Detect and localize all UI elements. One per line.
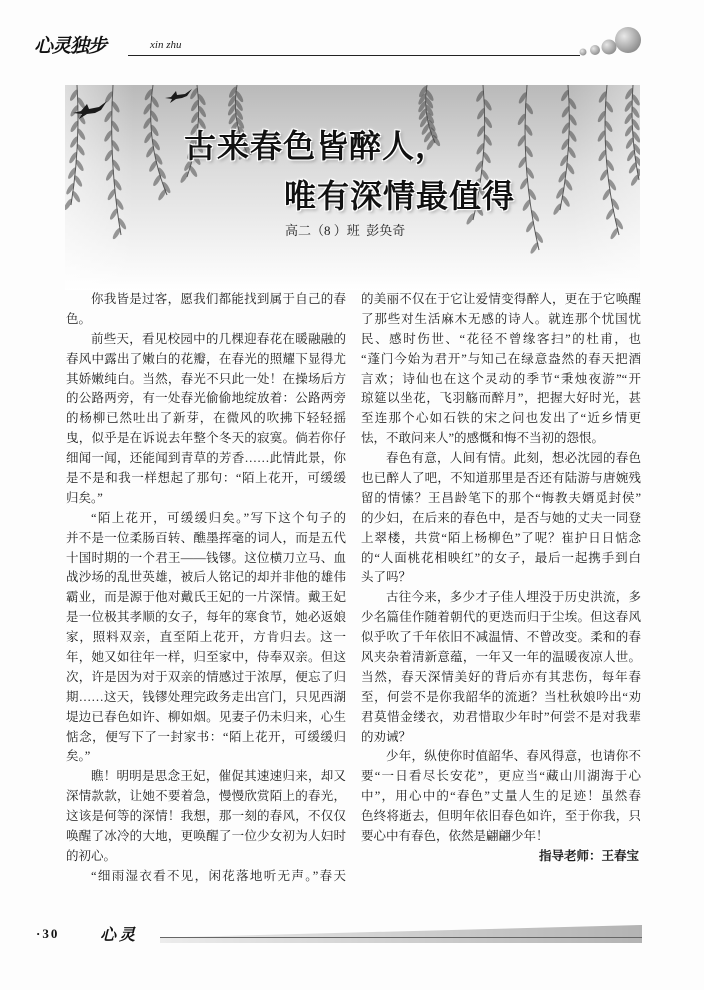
- page-number: ·30: [36, 926, 60, 941]
- paragraph: [66, 330, 346, 509]
- text-line: 的杨柳已然吐出了新芽，在微风的吹拂下轻轻摇: [66, 411, 346, 426]
- text-line: 要心中有春色，依然是翩翩少年！: [361, 829, 549, 844]
- text-line: 怯，不敢问来人”的感慨和悔不当初的怨恨。: [361, 431, 605, 446]
- text-line: 深情款款，让她不要着急，慢慢欣赏陌上的春光，: [66, 789, 346, 804]
- article-title-line-2: 唯有深情最值得: [284, 178, 516, 214]
- decorative-circles-icon: [572, 24, 642, 64]
- text-line: 瞧！明明是思念王妃，催促其速速归来，却又: [91, 769, 346, 784]
- text-line: 家，照料双亲，直至陌上花开，方肯归去。这一: [66, 630, 346, 645]
- text-line: 似乎吹了千年依旧不减温情、不曾改变。柔和的春: [361, 630, 641, 645]
- paragraph: [66, 867, 346, 887]
- text-line: 的“人面桃花相映红”的女子，最后一起携手到白: [361, 550, 641, 565]
- paragraph: [66, 290, 346, 330]
- text-line: 十国时期的一个君王——钱镠。这位横刀立马、血: [66, 550, 346, 565]
- text-line: 霸业，而是源于他对戴氏王妃的一片深情。戴王妃: [66, 590, 346, 605]
- header-rule: [128, 55, 580, 56]
- title-banner: [65, 85, 640, 290]
- text-line: 矣。”: [66, 749, 91, 764]
- text-line: 春风中露出了嫩白的花瓣，在春光的照耀下显得尤: [66, 351, 346, 366]
- text-line: 惦念，便写下了一封家书：“陌上花开，可缓缓归: [66, 729, 346, 744]
- text-line: 的劝诫？: [361, 729, 412, 744]
- text-line: 你我皆是过客，愿我们都能找到属于自己的春: [91, 292, 346, 306]
- text-line: 曳，似乎是在诉说去年整个冬天的寂寞。倘若你仔: [66, 431, 346, 446]
- text-line: 色终将逝去，但明年依旧春色如许，至于你我，只: [361, 809, 641, 824]
- text-line: 古往今来，多少才子佳人埋没于历史洪流，多: [386, 590, 641, 605]
- text-line: “陌上花开，可缓缓归矣。”写下这个句子的: [91, 510, 346, 525]
- text-line: “蓬门今始为君开”与知己在绿意盎然的春天把酒: [361, 351, 641, 366]
- text-line: 言欢；诗仙也在这个灵动的季节“秉烛夜游”“开: [361, 371, 641, 386]
- text-line: 留的情愫？王昌龄笔下的那个“悔教夫婿觅封侯”: [361, 490, 641, 505]
- paragraph: [361, 290, 641, 449]
- text-line: 要“一日看尽长安花”，更应当“藏山川湖海于心: [361, 769, 641, 784]
- paragraph: [66, 767, 346, 866]
- text-line: 归矣。”: [66, 490, 103, 505]
- text-line: 头了吗？: [361, 570, 412, 585]
- text-line: 的美丽不仅在于它让爱情变得醉人，更在于它唤醒: [361, 292, 641, 306]
- text-line: 的少妇，在后来的春色中，是否与她的丈夫一同登: [361, 510, 641, 525]
- paragraph: [361, 747, 641, 846]
- text-line: 少名篇佳作随着朝代的更迭而归于尘埃。但这春风: [361, 610, 641, 625]
- text-line: 的初心。: [66, 848, 117, 863]
- byline: 高二（8 ）班 彭奂奇: [285, 223, 406, 238]
- text-line: 的公路两旁，有一处春光偷偷地绽放着：公路两旁: [66, 391, 346, 406]
- swallow-birds-icon: [65, 85, 205, 125]
- article-title-line-1: 古来春色皆醉人，: [184, 128, 449, 164]
- footer-rule: [160, 937, 642, 938]
- text-line: 次，许是因为对于双亲的情感过于浓厚，便忘了归: [66, 669, 346, 684]
- left-column: [66, 290, 346, 887]
- text-line: 春色有意，人间有情。此刻，想必沈园的春色: [386, 451, 641, 466]
- text-line: 至，何尝不是你我韶华的流逝？当杜秋娘吟出“劝: [361, 689, 641, 704]
- swallow-icon: [165, 89, 192, 103]
- text-line: 期……这天，钱镠处理完政务走出宫门，只见西湖: [66, 689, 346, 704]
- text-line: 当然，春天深情美好的背后亦有其悲伤，每年春: [361, 669, 641, 684]
- text-line: 中”，用心中的“春色”丈量人生的足迹！虽然春: [361, 789, 641, 804]
- text-line: 至连那个心如石铁的宋之问也发出了“近乡情更: [361, 411, 641, 426]
- paragraph: [66, 509, 346, 768]
- swallow-icon: [73, 101, 107, 119]
- text-line: 并不是一位柔肠百转、醮墨挥毫的词人，而是五代: [66, 530, 346, 545]
- circle-dot: [590, 45, 600, 55]
- circle-dot: [602, 40, 617, 55]
- text-line: 年，她又如往年一样，归至家中，侍奉双亲。但这: [66, 650, 346, 665]
- text-line: 琼筵以坐花，飞羽觞而醉月”，把握大好时光，甚: [361, 391, 641, 406]
- text-line: 上翠楼，共赏“陌上杨柳色”了呢？崔护日日惦念: [361, 530, 641, 545]
- footer-band: [160, 925, 642, 943]
- paragraph: [361, 449, 641, 588]
- text-line: 少年，纵使你时值韶华、春风得意，也请你不: [386, 749, 641, 764]
- section-title: 心灵独步: [34, 36, 107, 57]
- text-line: 这该是何等的深情！我想，那一刻的春风，不仅仅: [66, 809, 346, 824]
- text-line: 细闻一闻，还能闻到青草的芳香……此情此景，你: [66, 451, 346, 466]
- text-line: 君莫惜金缕衣，劝君惜取少年时”何尝不是对我辈: [361, 709, 641, 724]
- paragraph: [361, 588, 641, 747]
- text-line: 也已醉人了吧，不知道那里是否还有陆游与唐婉残: [361, 471, 641, 486]
- text-line: “细雨湿衣看不见，闲花落地听无声。”春天: [91, 868, 346, 883]
- advisor-credit: 指导老师：王春宝: [538, 848, 639, 863]
- text-line: 色。: [66, 311, 92, 326]
- text-line: 民、感时伤世、“花径不曾缘客扫”的杜甫，也: [361, 331, 641, 346]
- circle-dot: [615, 27, 641, 53]
- text-line: 战沙场的乱世英雄，被后人铭记的却并非他的雄伟: [66, 570, 346, 585]
- text-line: 了那些对生活麻木无感的诗人。就连那个忧国忧: [361, 311, 641, 326]
- right-column-paragraphs: [361, 290, 641, 847]
- text-line: 是一位极其孝顺的女子，每年的寒食节，她必返娘: [66, 610, 346, 625]
- text-line: 唤醒了冰冷的大地，更唤醒了一位少女初为人妇时: [66, 829, 346, 844]
- text-line: 是不是和我一样想起了那句：“陌上花开，可缓缓: [66, 471, 346, 486]
- magazine-name: 心灵: [100, 927, 139, 944]
- right-column: [361, 290, 641, 867]
- text-line: 前些天，看见校园中的几棵迎春花在暖融融的: [91, 331, 346, 346]
- section-pinyin: xin zhu: [150, 39, 182, 51]
- text-line: 堤边已春色如许、柳如烟。见妻子仍未归来，心生: [66, 709, 346, 724]
- text-line: 风夹杂着清新意蕴，一年又一年的温暖夜凉人世。: [361, 650, 641, 665]
- text-line: 其娇嫩纯白。当然，春光不只此一处！在操场后方: [66, 371, 346, 386]
- circle-dot: [580, 49, 587, 56]
